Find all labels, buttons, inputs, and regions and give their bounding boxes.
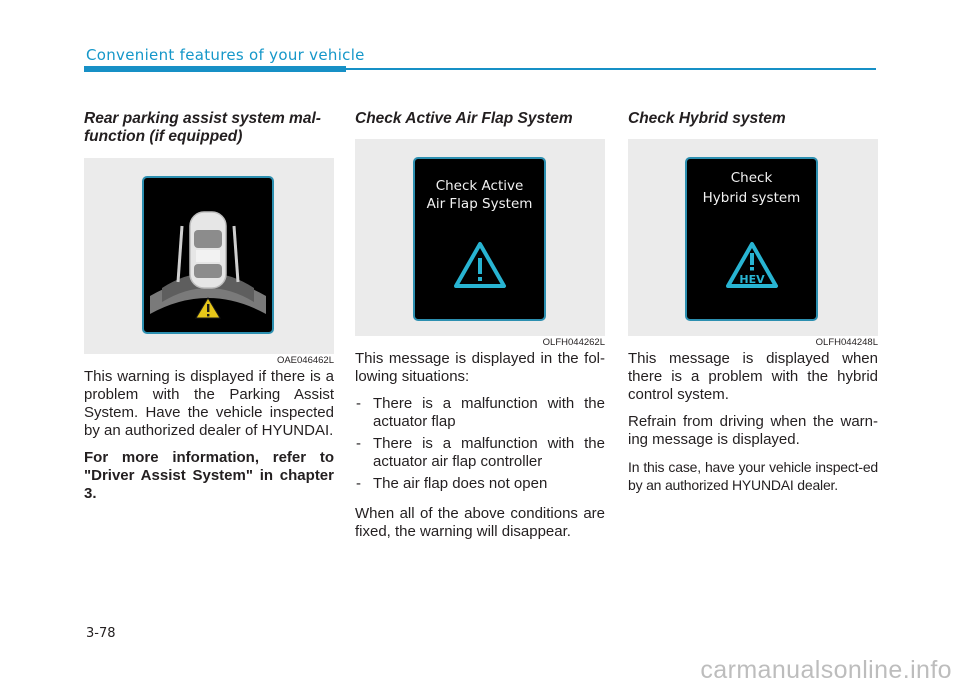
heading-rear-parking-assist: Rear parking assist system mal-function (if equipped) bbox=[84, 110, 321, 145]
heading-active-air-flap: Check Active Air Flap System bbox=[355, 110, 573, 127]
screen-line-2: Air Flap System bbox=[426, 196, 533, 212]
paragraph: This message is displayed when there is a problem with the hybrid control system. bbox=[628, 350, 878, 403]
figure-code: OLFH044262L bbox=[542, 337, 605, 348]
list-item: - There is a malfunction with the actuator flap bbox=[355, 395, 605, 431]
body-active-air-flap bbox=[355, 350, 605, 541]
heading-hybrid-system: Check Hybrid system bbox=[628, 110, 786, 127]
condition-list bbox=[355, 395, 605, 493]
paragraph: In this case, have your vehicle inspect-ed by an authorized HYUNDAI dealer. bbox=[628, 459, 878, 493]
outro-paragraph: When all of the above conditions are fixed, the warning will disappear. bbox=[355, 505, 605, 540]
watermark: carmanualsonline.info bbox=[700, 656, 952, 684]
cluster-display bbox=[142, 176, 274, 334]
body-rear-parking-assist bbox=[84, 368, 334, 503]
page-number: 3-78 bbox=[86, 626, 116, 641]
figure-code: OAE046462L bbox=[276, 355, 334, 366]
screen-line-2: Hybrid system bbox=[702, 190, 801, 206]
figure-active-air-flap bbox=[355, 139, 605, 348]
column-rear-parking-assist bbox=[84, 110, 334, 512]
figure-hybrid-system bbox=[628, 139, 878, 348]
body-hybrid-system bbox=[628, 350, 878, 494]
hev-label: HEV bbox=[739, 273, 765, 286]
warning-triangle-icon bbox=[453, 241, 507, 289]
section-title: Convenient features of your vehicle bbox=[86, 46, 365, 64]
screen-line-1: Check Active bbox=[435, 178, 524, 194]
header-accent-bar bbox=[84, 66, 346, 72]
column-active-air-flap bbox=[355, 110, 605, 550]
parking-sensor-illustration bbox=[144, 178, 272, 332]
screen-line-1: Check bbox=[730, 170, 773, 186]
hybrid-warning-icon bbox=[725, 241, 779, 289]
paragraph: Refrain from driving when the warn-ing message is displayed. bbox=[628, 413, 878, 448]
note-driver-assist: For more information, refer to "Driver Assist System" in chapter 3. bbox=[84, 449, 334, 502]
list-item: - The air flap does not open bbox=[355, 475, 605, 493]
paragraph: This warning is displayed if there is a problem with the Parking Assist System. Have the vehicle inspected by an authorized dealer of HYUNDAI. bbox=[84, 368, 334, 439]
cluster-display bbox=[685, 157, 818, 321]
cluster-display bbox=[413, 157, 546, 321]
header-rule bbox=[346, 68, 876, 70]
figure-rear-parking-assist bbox=[84, 158, 334, 366]
column-hybrid-system bbox=[628, 110, 878, 503]
figure-code: OLFH044248L bbox=[815, 337, 878, 348]
list-item: - There is a malfunction with the actuator air flap controller bbox=[355, 435, 605, 471]
intro-paragraph: This message is displayed in the fol-lowing situations: bbox=[355, 350, 605, 385]
